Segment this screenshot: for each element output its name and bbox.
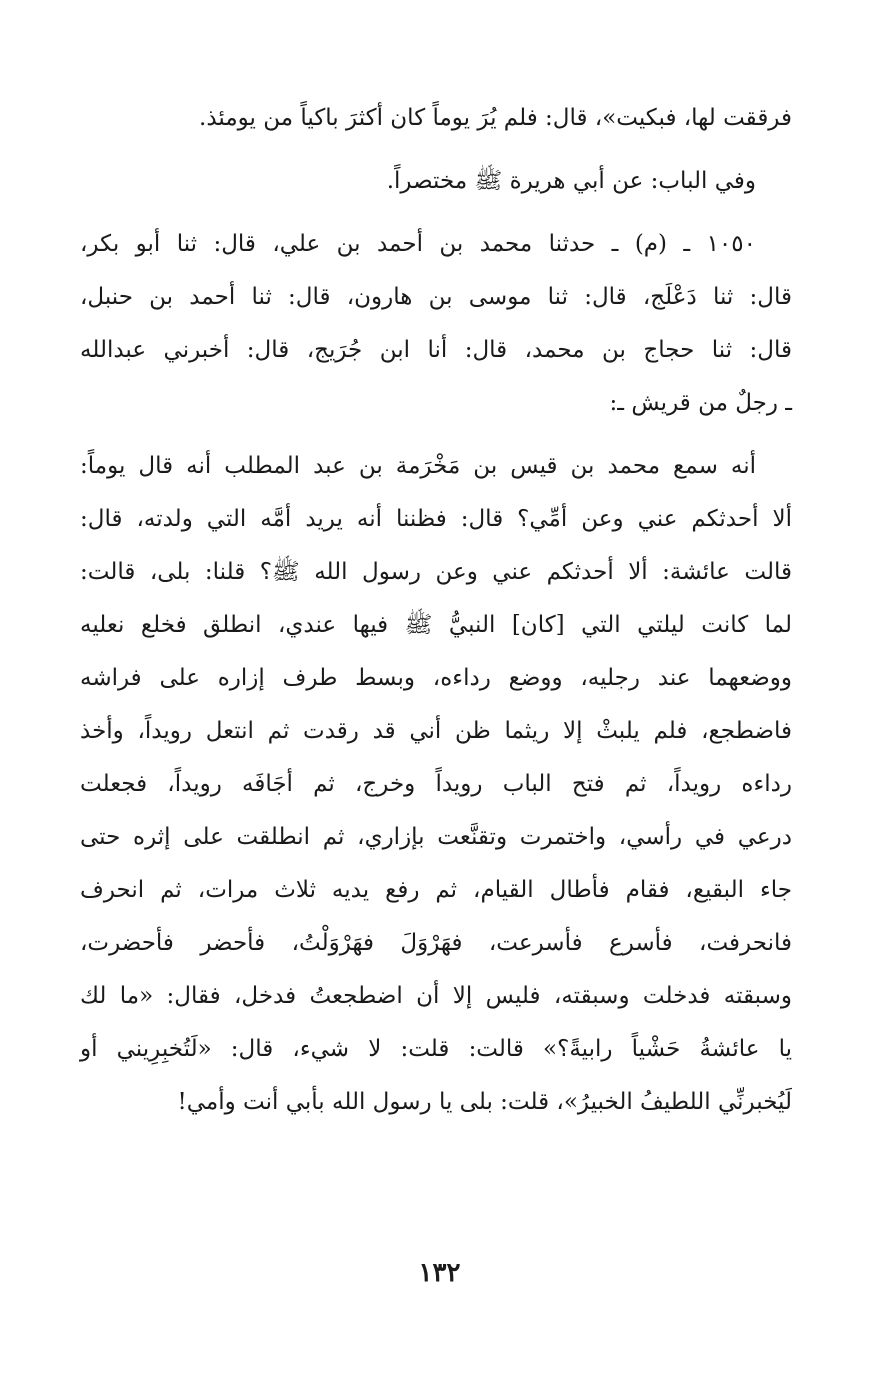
text-line: ١٠٥٠ ـ (م) ـ حدثنا محمد بن أحمد بن علي، قال: ثنا أبو بكر، xyxy=(80,231,756,257)
text-line: يا عائشةُ حَشْياً رابيةً؟» قالت: قلت: لا شيء، قال: «لَتُخبِرِيني أو xyxy=(80,1036,792,1062)
text-line: وسبقته فدخلت وسبقته، فليس إلا أن اضطجعتُ فدخل، فقال: «ما لك xyxy=(80,983,792,1009)
text-line: فاضطجع، فلم يلبثْ إلا ريثما ظن أني قد رقدت ثم انتعل رويداً، وأخذ xyxy=(80,718,792,744)
page-number: ١٣٢ xyxy=(418,1258,461,1288)
text-line: وفي الباب: عن أبي هريرة ﷺ مختصراً. xyxy=(386,168,756,194)
text-line: ألا أحدثكم عني وعن أمِّي؟ قال: فظننا أنه يريد أمَّه التي ولدته، قال: xyxy=(80,506,792,532)
text-line: قال: ثنا حجاج بن محمد، قال: أنا ابن جُرَيج، قال: أخبرني عبدالله xyxy=(80,337,793,363)
text-line: ـ رجلٌ من قريش ـ: xyxy=(609,390,792,416)
paragraph-2 xyxy=(80,155,792,208)
text-line: رداءه رويداً، ثم فتح الباب رويداً وخرج، ثم أجَافَه رويداً، فجعلت xyxy=(80,771,792,797)
text-line: فانحرفت، فأسرع فأسرعت، فهَرْوَلَ فهَرْوَلْتُ، فأحضر فأحضرت، xyxy=(80,930,792,956)
text-line: لما كانت ليلتي التي [كان] النبيُّ ﷺ فيها عندي، انطلق فخلع نعليه xyxy=(80,612,792,638)
text-line: فرققت لها، فبكيت»، قال: فلم يُرَ يوماً كان أكثرَ باكياً من يومئذ. xyxy=(199,105,792,131)
text-line: ووضعهما عند رجليه، ووضع رداءه، وبسط طرف إزاره على فراشه xyxy=(80,665,792,691)
text-line: درعي في رأسي، واختمرت وتقنَّعت بإزاري، ثم انطلقت على إثره حتى xyxy=(80,824,792,850)
paragraph-hadith-1050-matn xyxy=(80,440,792,1129)
paragraph-hadith-1050-isnad xyxy=(80,218,792,430)
text-line: لَيُخبرنِّي اللطيفُ الخبيرُ»، قلت: بلى يا رسول الله بأبي أنت وأمي! xyxy=(177,1089,792,1115)
text-line: قال: ثنا دَعْلَج، قال: ثنا موسى بن هارون، قال: ثنا أحمد بن حنبل، xyxy=(80,284,792,310)
paragraph-1 xyxy=(80,92,792,145)
text-line: قالت عائشة: ألا أحدثكم عني وعن رسول الله ﷺ؟ قلنا: بلى، قالت: xyxy=(80,559,792,585)
text-line: أنه سمع محمد بن قيس بن مَخْرَمة بن عبد المطلب أنه قال يوماً: xyxy=(80,453,756,479)
page-body xyxy=(80,92,792,1129)
text-line: جاء البقيع، فقام فأطال القيام، ثم رفع يديه ثلاث مرات، ثم انحرف xyxy=(80,877,792,903)
